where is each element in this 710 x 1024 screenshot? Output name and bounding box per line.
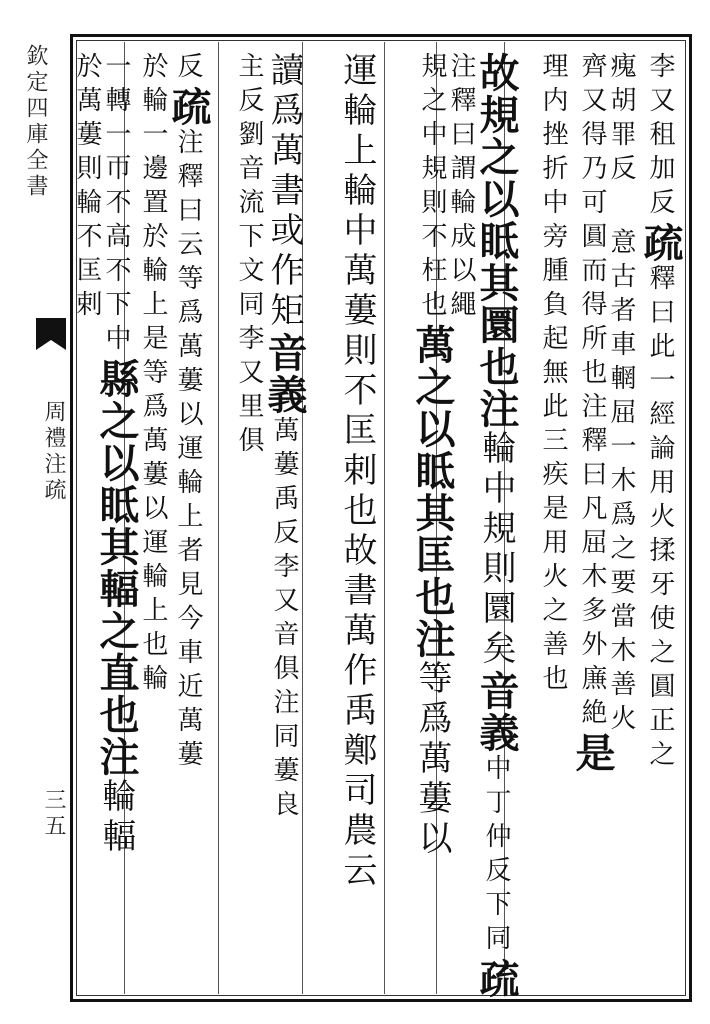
collection-title: 欽定四庫全書 xyxy=(23,44,48,200)
main-text-segment: 縣之以眡其輻之直也注 xyxy=(93,358,140,778)
text-column xyxy=(236,52,262,460)
commentary-segment: 等爲萬蔞以 xyxy=(412,660,452,860)
book-title: 周禮注疏 xyxy=(41,400,66,504)
commentary-segment: 注釋曰云等爲萬蔞以運輪上者見今車近萬蔞 xyxy=(173,128,203,774)
commentary-segment: 規之中規則不枉也 xyxy=(417,52,447,324)
main-text-segment: 音義 xyxy=(473,670,520,754)
text-column xyxy=(140,52,166,698)
fish-tail-mark xyxy=(36,318,66,340)
text-column xyxy=(473,52,520,1000)
main-text-segment: 疏 xyxy=(637,222,684,264)
main-text-segment: 疏 xyxy=(473,958,520,1000)
text-column xyxy=(337,52,377,892)
text-column xyxy=(261,52,308,824)
commentary-segment: 李又租加反 xyxy=(645,52,675,222)
commentary-segment: 萬蔞禹反李又音俱注同蔞良 xyxy=(269,416,299,824)
commentary-segment: 一轉一帀不高不下中 xyxy=(101,52,131,358)
commentary-segment: 釋曰此一經論用火揉牙使之圓正之 xyxy=(645,264,675,774)
text-column xyxy=(637,52,684,774)
main-text-segment: 音義 xyxy=(261,332,308,416)
commentary-segment: 讀爲萬書或作矩 xyxy=(264,52,304,332)
text-column xyxy=(540,52,566,698)
commentary-segment: 齊又得乃可圓而得所也注釋曰凡屈木多外㢘絶 xyxy=(577,52,607,732)
column-rule xyxy=(218,42,219,994)
commentary-segment: 輪中規則圜矣 xyxy=(476,430,516,670)
text-column xyxy=(74,52,100,324)
commentary-segment: 理内挫折中旁腫負起無此三疾是用火之善也 xyxy=(538,52,568,698)
commentary-segment: 意古者車輞屈一木爲之要當木善火 xyxy=(606,228,636,738)
text-column xyxy=(165,52,212,774)
text-column xyxy=(569,52,616,774)
commentary-segment: 中丁仲反下同 xyxy=(481,754,511,958)
commentary-segment: 於輪一邊置於輪上是等爲萬蔞以運輪上也輪 xyxy=(138,52,168,698)
main-text-segment: 故規之以眡其圜也注 xyxy=(473,52,520,430)
commentary-segment: 注釋曰謂輪成以繩 xyxy=(446,52,476,324)
main-text-segment: 疏 xyxy=(165,86,212,128)
commentary-segment: 主反劉音流下文同李又里俱 xyxy=(234,52,264,460)
text-column xyxy=(409,52,456,860)
commentary-segment: 反 xyxy=(173,52,203,86)
main-text-segment: 萬之以眡其匡也注 xyxy=(409,324,456,660)
page-number: 三五 xyxy=(41,788,66,840)
commentary-segment: 於萬蔞則輪不匡剌 xyxy=(72,52,102,324)
commentary-segment: 輪輻 xyxy=(96,778,136,858)
commentary-segment: 瘣胡罪反 xyxy=(606,52,636,188)
commentary-segment: 運輪上輪中萬蔞則不匡剌也故書萬作禹鄭司農云 xyxy=(337,52,377,892)
text-column xyxy=(93,52,140,858)
main-text-segment: 是 xyxy=(569,732,616,774)
column-rule xyxy=(384,42,385,994)
